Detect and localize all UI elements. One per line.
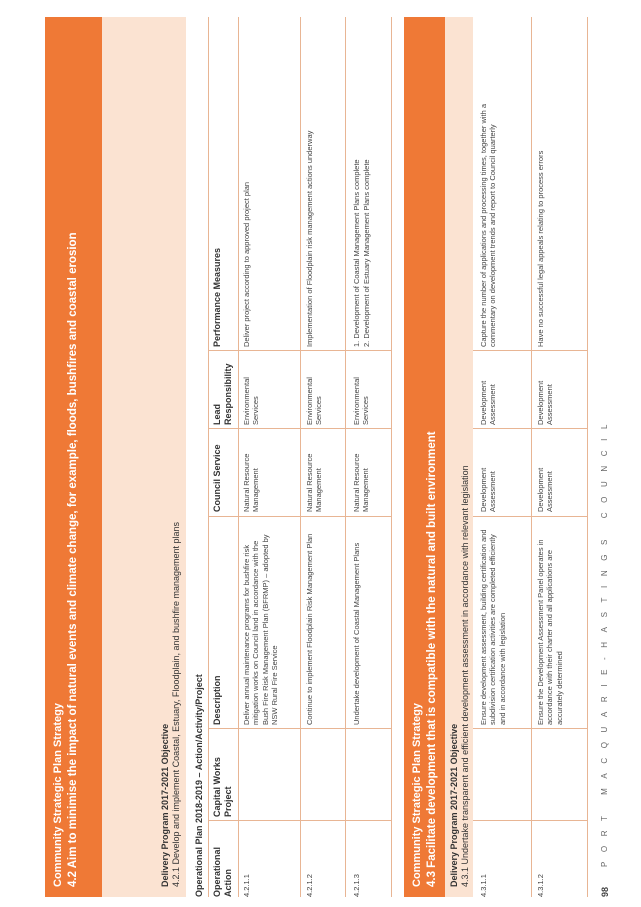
strategy-banner-4-3 (404, 17, 445, 897)
header-operational-action: Operational Action (212, 846, 233, 897)
strategy-label: Community Strategic Plan Strategy (411, 703, 423, 887)
cell-council-service: Natural Resource Management (242, 453, 261, 512)
cell-description: Ensure the Development Assessment Panel operates in accordance with their charter and all applications are accurately determined (536, 539, 564, 725)
strategy-title: 4.3 Facilitate development that is compatible with the natural and built environment (426, 431, 438, 887)
column-rule (208, 820, 391, 821)
column-rule (473, 428, 587, 429)
strategy-label: Community Strategic Plan Strategy (52, 703, 64, 887)
cell-measure: Have no successful legal appeals relating to process errors (536, 150, 545, 347)
cell-action: 4.2.1.2 (305, 874, 314, 897)
header-capital-works: Capital Works Project (212, 757, 233, 817)
column-rule (208, 350, 391, 351)
cell-description: Continue to implement Floodplain Risk Management Plan (305, 533, 314, 725)
operational-plan-heading: Operational Plan 2018-2019 – Action/Activity/Project (194, 674, 204, 897)
cell-council-service: Natural Resource Management (352, 453, 371, 512)
cell-council-service: Natural Resource Management (305, 453, 324, 512)
cell-lead: Environmental Services (305, 377, 324, 425)
cell-lead: Development Assessment (536, 380, 555, 425)
header-lead-responsibility: Lead Responsibility (212, 363, 233, 425)
cell-lead: Development Assessment (479, 380, 498, 425)
cell-council-service: Development Assessment (536, 467, 555, 512)
strategy-title: 4.2 Aim to minimise the impact of natural events and climate change, for example, floods, bushfires and coastal erosion (67, 232, 79, 887)
divider (531, 17, 532, 897)
delivery-label: Delivery Program 2017-2021 Objective (449, 723, 459, 887)
divider (208, 17, 209, 897)
divider (345, 17, 346, 897)
cell-description: Undertake development of Coastal Management Plans (352, 542, 361, 725)
header-description: Description (212, 675, 222, 725)
strategy-banner-4-2 (45, 17, 102, 897)
cell-measure: Capture the number of applications and processing times, together with a commentary on development trends and report to Council quarterly (479, 103, 498, 347)
divider (238, 17, 239, 897)
header-council-service: Council Service (212, 444, 222, 512)
column-rule (473, 516, 587, 517)
cell-action: 4.3.1.2 (536, 874, 545, 897)
column-rule (473, 728, 587, 729)
cell-measure: Implementation of Floodplain risk management actions underway (305, 130, 314, 347)
delivery-objective-4-3-1 (445, 17, 473, 897)
delivery-label: Delivery Program 2017-2021 Objective (160, 723, 170, 887)
page-number: 98 (600, 886, 610, 897)
divider (587, 17, 588, 897)
column-rule (473, 350, 587, 351)
column-rule (208, 516, 391, 517)
cell-measure: 2. Development of Estuary Management Plans complete (362, 159, 371, 347)
cell-lead: Environmental Services (242, 377, 261, 425)
column-rule (473, 820, 587, 821)
footer-council-name: PORT MACQUARIE-HASTINGS COUNCIL (600, 415, 609, 867)
cell-action: 4.2.1.1 (242, 874, 251, 897)
delivery-text: 4.2.1 Develop and implement Coastal, Estuary, Floodplain, and bushfire management plans (171, 521, 181, 887)
column-rule (208, 728, 391, 729)
cell-lead: Environmental Services (352, 377, 371, 425)
cell-council-service: Development Assessment (479, 467, 498, 512)
header-performance-measures: Performance Measures (212, 247, 222, 347)
delivery-objective-4-2-1 (102, 17, 186, 897)
cell-measure: Deliver project according to approved project plan (242, 181, 251, 347)
cell-description: Ensure development assessment, building certification and subdivision certification activities are completed efficiently and in accordance with legislation (479, 529, 507, 725)
column-rule (208, 428, 391, 429)
cell-description: Deliver annual maintenance programs for bushfire risk mitigation works on Council land in accordance with the Bush Fire Risk Management Plan (BFRMP) – adopted by NSW Rural Fire Service (242, 534, 280, 725)
divider (300, 17, 301, 897)
divider (391, 17, 392, 897)
delivery-text: 4.3.1 Undertake transparent and efficient development assessment in accordance with relevant legislation (460, 465, 470, 887)
cell-action: 4.3.1.1 (479, 874, 488, 897)
cell-action: 4.2.1.3 (352, 874, 361, 897)
cell-measure: 1. Development of Coastal Management Plans complete (352, 159, 361, 347)
